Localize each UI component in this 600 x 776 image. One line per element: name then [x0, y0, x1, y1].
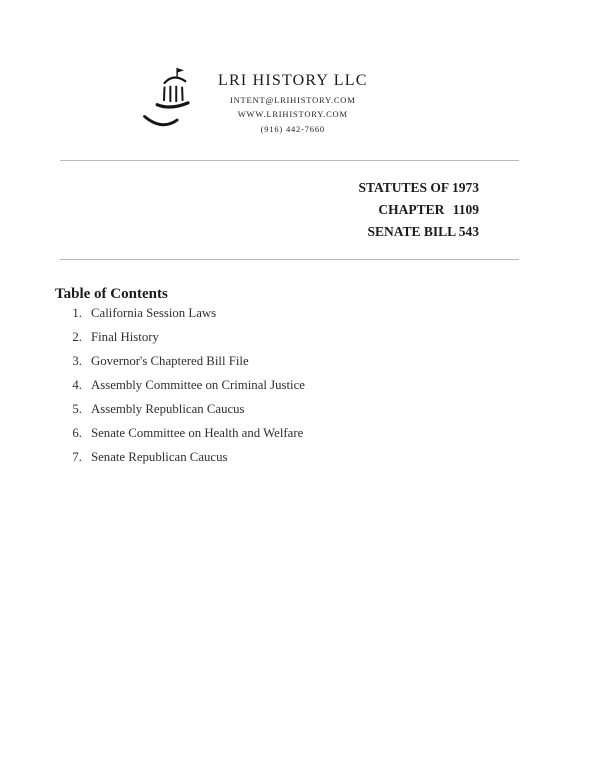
toc-item-label: California Session Laws [91, 306, 217, 320]
company-email: INTENT@LRIHISTORY.COM [229, 94, 356, 105]
toc-item [62, 450, 305, 474]
company-website: WWW.LRIHISTORY.COM [237, 109, 348, 119]
toc-item-label: Governor's Chaptered Bill File [91, 354, 249, 368]
toc-item-label: Assembly Republican Caucus [91, 402, 245, 416]
toc-item-label: Final History [91, 330, 159, 344]
horizontal-rule-top [60, 160, 519, 161]
toc-item-number: 6. [72, 426, 82, 440]
senate-bill-line: SENATE BILL 543 [367, 224, 479, 239]
toc-item [62, 426, 305, 450]
toc-item-number: 3. [72, 354, 82, 368]
toc-item-number: 1. [72, 306, 82, 320]
toc-item-label: Assembly Committee on Criminal Justice [91, 378, 305, 392]
toc-item-number: 4. [72, 378, 82, 392]
toc-item [62, 378, 305, 402]
horizontal-rule-bottom [60, 259, 519, 260]
toc-item [62, 402, 305, 426]
toc-item-number: 2. [72, 330, 82, 344]
statute-reference [358, 177, 479, 243]
company-phone: (916) 442-7660 [260, 123, 325, 134]
toc-item [62, 330, 305, 354]
toc-title: Table of Contents [55, 286, 168, 303]
statutes-line: STATUTES OF 1973 [358, 180, 479, 195]
chapter-line: CHAPTER 1109 [378, 202, 479, 217]
toc-item [62, 306, 305, 330]
letterhead-text [218, 64, 368, 134]
toc-item [62, 354, 305, 378]
toc-item-label: Senate Republican Caucus [91, 450, 228, 464]
toc-item-number: 7. [72, 450, 82, 464]
toc-item-label: Senate Committee on Health and Welfare [91, 426, 304, 440]
toc-list [62, 306, 305, 474]
letterhead [140, 64, 368, 140]
toc-item-number: 5. [72, 402, 82, 416]
capitol-logo-icon [140, 64, 198, 140]
company-name: LRI HISTORY LLC [218, 72, 368, 89]
